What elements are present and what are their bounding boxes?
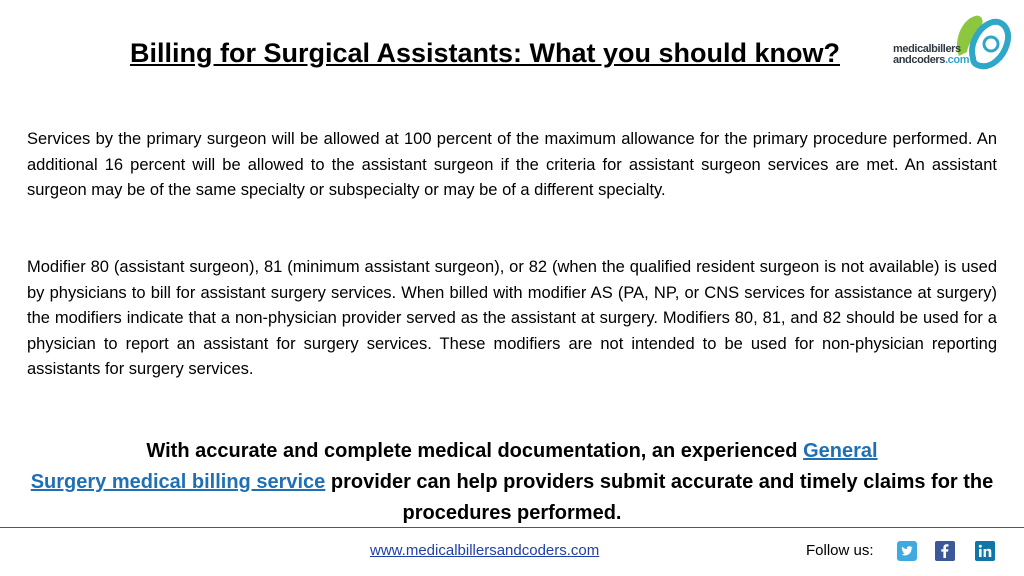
logo-wordmark bbox=[893, 44, 969, 66]
cta-link-general[interactable]: General bbox=[803, 440, 878, 462]
page-title: Billing for Surgical Assistants: What you should know? bbox=[129, 38, 841, 68]
cta-text-after: provider can help providers submit accurate and timely claims for the procedures performed. bbox=[325, 471, 994, 524]
paragraph-primary-surgeon: Services by the primary surgeon will be allowed at 100 percent of the maximum allowance for the primary procedure performed. An additional 16 percent will be allowed to the assistant surgeon if the criteria for assistant surgeon services are met. An assistant surgeon may be of the same specialty or subspecialty or may be of a different specialty. bbox=[27, 130, 997, 200]
logo-line1: medicalbillers bbox=[893, 43, 961, 55]
footer-divider bbox=[0, 527, 1024, 528]
twitter-icon[interactable] bbox=[897, 541, 917, 561]
footer-website-link[interactable]: www.medicalbillersandcoders.com bbox=[370, 542, 600, 559]
logo-line2-name: andcoders bbox=[893, 54, 946, 66]
logo-line2 bbox=[893, 55, 969, 66]
logo-line2-suffix: .com bbox=[945, 54, 970, 66]
linkedin-icon[interactable] bbox=[975, 541, 995, 561]
cta-link-service[interactable]: Surgery medical billing service bbox=[30, 471, 326, 493]
call-to-action bbox=[30, 436, 994, 529]
cta-text-before: With accurate and complete medical documentation, an experienced bbox=[146, 440, 804, 462]
paragraph-modifiers: Modifier 80 (assistant surgeon), 81 (minimum assistant surgeon), or 82 (when the qualified resident surgeon is not available) is used by physicians to bill for assistant surgery services. When billed with modifier AS (PA, NP, or CNS services for assistance at surgery) the modifiers indicate that a non-physician provider served as the assistant at surgery. Modifiers 80, 81, and 82 should be used for a physician to report an assistant for surgery services. These modifiers are not intended to be used for non-physician reporting assistants for surgery services. bbox=[27, 258, 997, 379]
follow-us-label: Follow us: bbox=[806, 542, 874, 559]
facebook-icon[interactable] bbox=[935, 541, 955, 561]
company-logo bbox=[893, 12, 1015, 74]
